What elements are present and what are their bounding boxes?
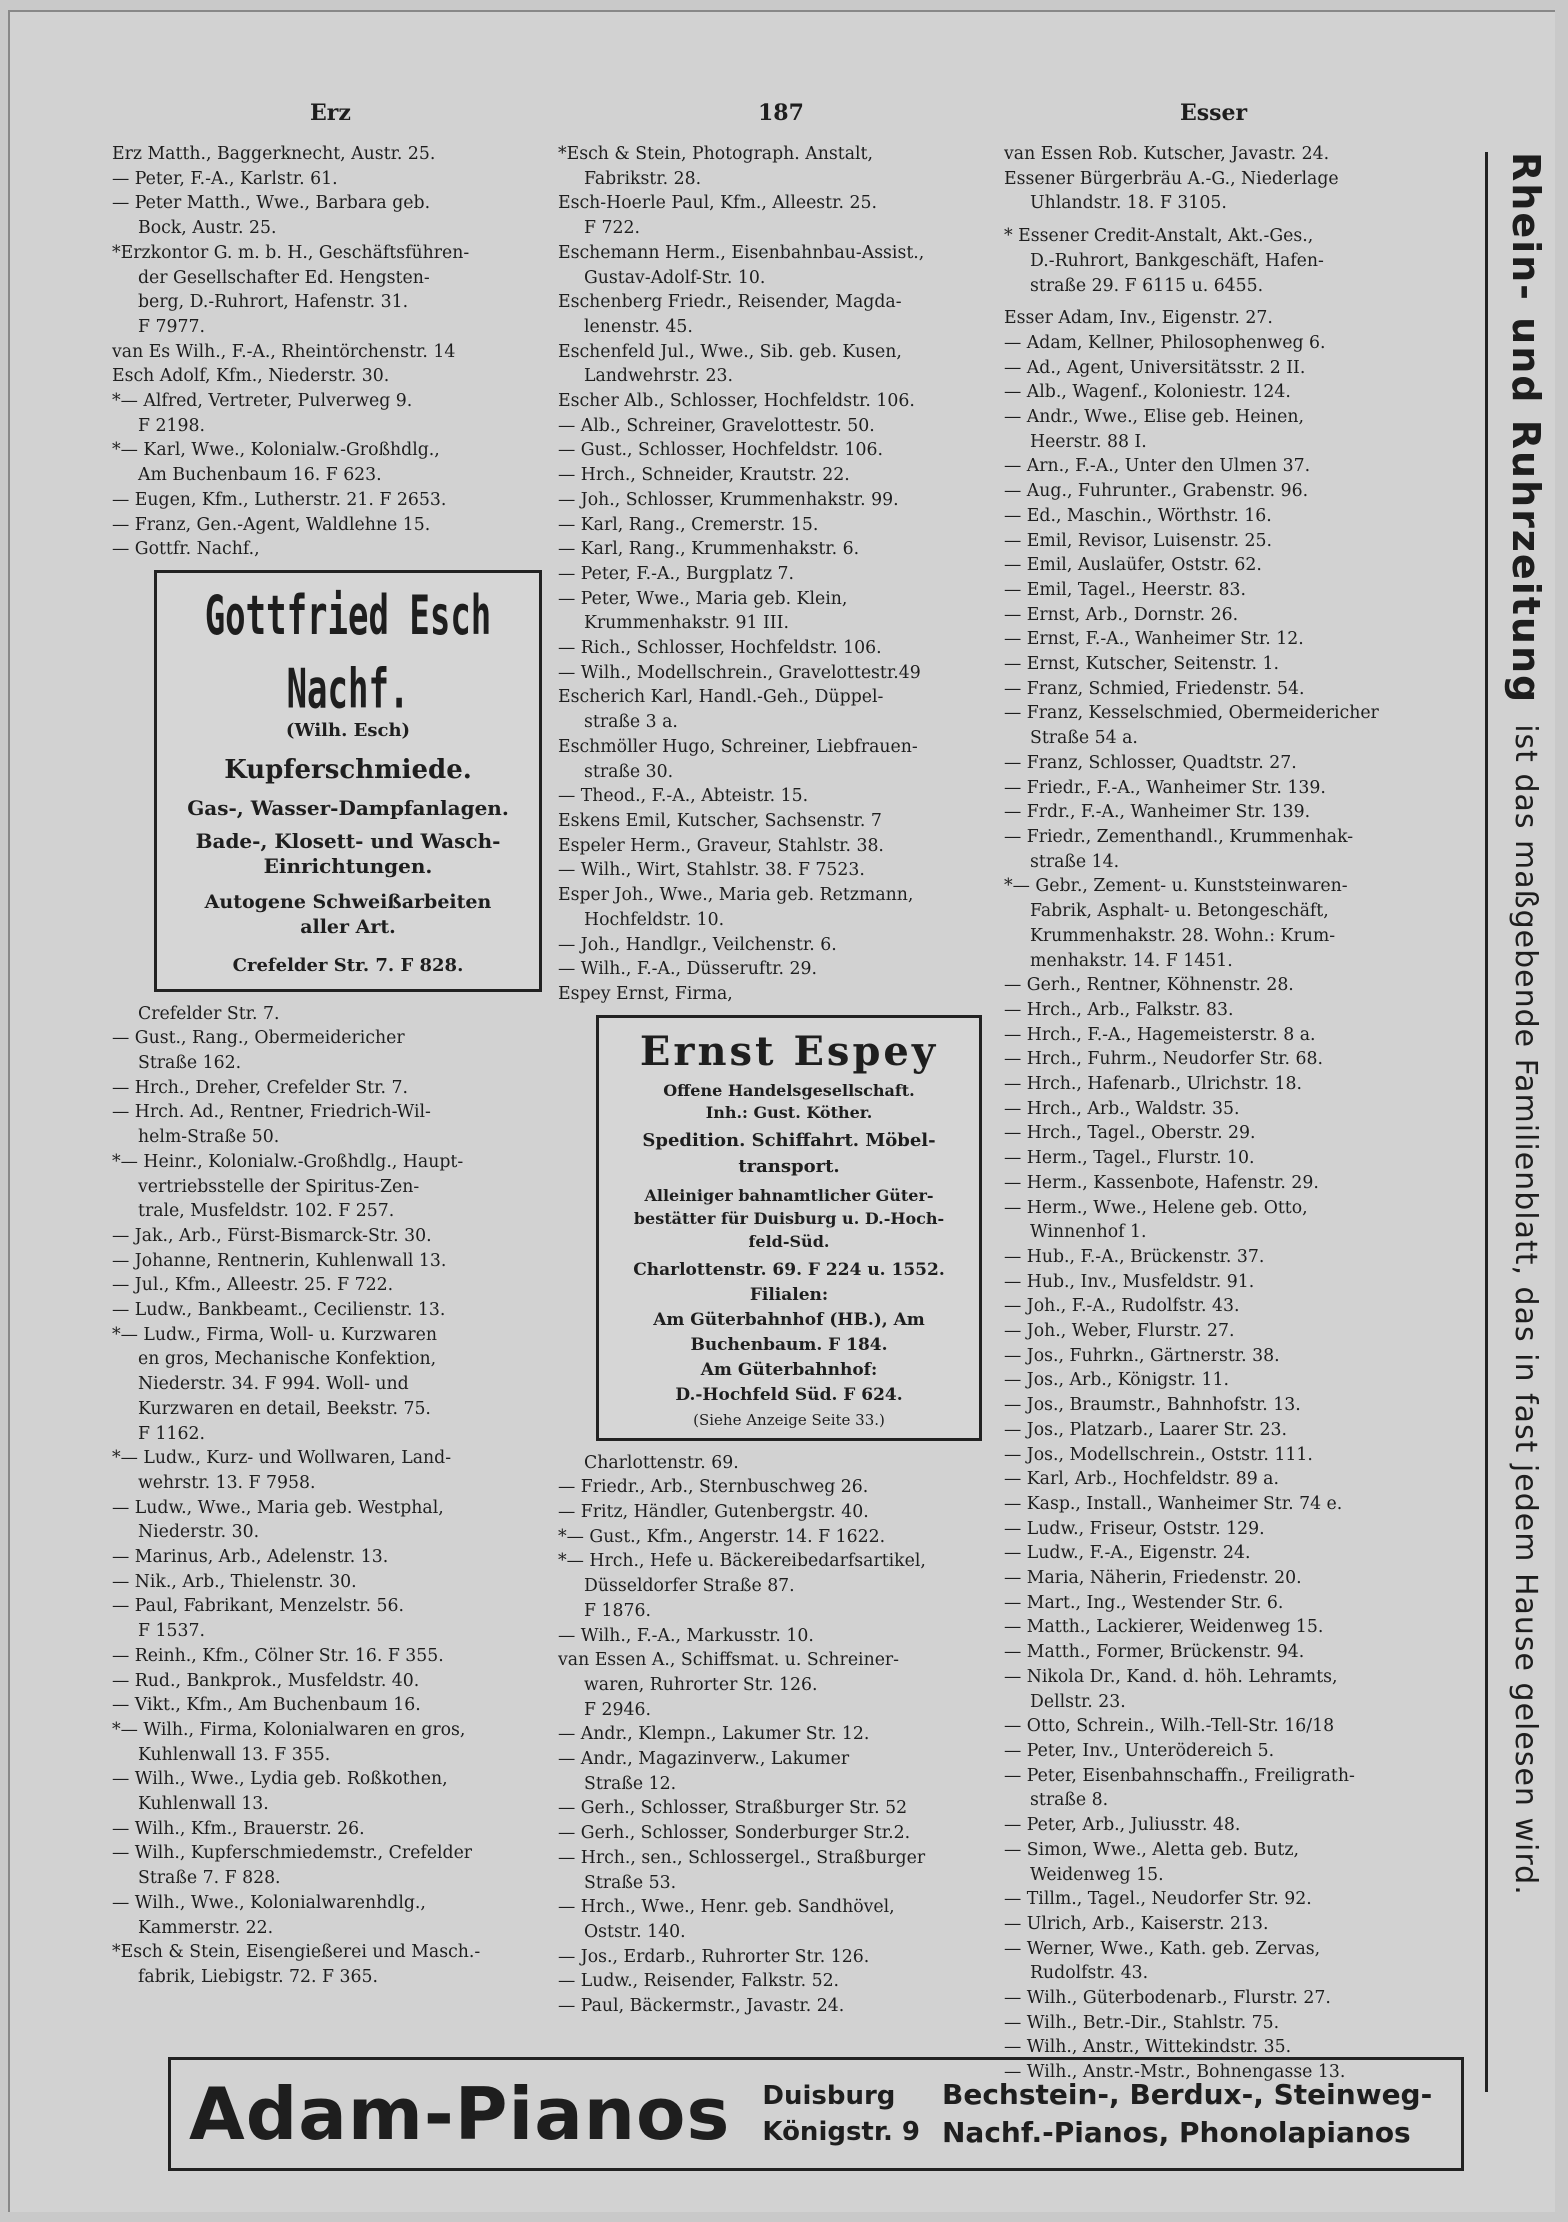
ad-espey-l1: Offene Handelsgesellschaft. xyxy=(663,1080,915,1100)
directory-entry: straße 3 a. xyxy=(584,712,678,733)
directory-entry: — Herm., Wwe., Helene geb. Otto, xyxy=(1004,1197,1308,1218)
directory-entry: — Jos., Arb., Königstr. 11. xyxy=(1004,1370,1229,1391)
directory-entry: — Andr., Wwe., Elise geb. Heinen, xyxy=(1004,407,1304,428)
directory-entry: Esper Joh., Wwe., Maria geb. Retzmann, xyxy=(558,885,914,906)
directory-entry: Espeler Herm., Graveur, Stahlstr. 38. xyxy=(558,835,884,856)
directory-entry: F 2946. xyxy=(584,1699,651,1720)
directory-entry: — Hrch., Tagel., Oberstr. 29. xyxy=(1004,1123,1256,1144)
directory-entry: — Hrch., Hafenarb., Ulrichstr. 18. xyxy=(1004,1074,1302,1095)
side-banner-title: Rhein- und Ruhrzeitung xyxy=(1504,152,1548,705)
directory-entry: — Hrch. Ad., Rentner, Friedrich-Wil- xyxy=(112,1102,431,1123)
directory-entry: — Wilh., Modellschrein., Gravelottestr.49 xyxy=(558,662,921,683)
directory-entry: Eschmöller Hugo, Schreiner, Liebfrauen- xyxy=(558,736,918,757)
directory-entry: — Karl, Rang., Cremerstr. 15. xyxy=(558,514,819,535)
directory-entry: Straße 54 a. xyxy=(1030,728,1138,749)
directory-entry: Niederstr. 30. xyxy=(138,1522,260,1543)
directory-entry: — Rich., Schlosser, Hochfeldstr. 106. xyxy=(558,638,882,659)
directory-entry: — Joh., Schlosser, Krummenhakstr. 99. xyxy=(558,489,899,510)
ad-esch-address: Crefelder Str. 7. F 828. xyxy=(232,954,464,976)
directory-entry: — Wilh., Wwe., Lydia geb. Roßkothen, xyxy=(112,1769,448,1790)
directory-entry: trale, Musfeldstr. 102. F 257. xyxy=(138,1201,395,1222)
directory-entry: fabrik, Liebigstr. 72. F 365. xyxy=(138,1967,378,1987)
directory-entry: — Wilh., Kupferschmiedemstr., Crefelder xyxy=(112,1843,473,1864)
directory-entry: — Karl, Arb., Hochfeldstr. 89 a. xyxy=(1004,1469,1279,1490)
directory-entry: helm-Straße 50. xyxy=(138,1127,280,1148)
directory-entry: Rudolfstr. 43. xyxy=(1030,1963,1149,1984)
directory-entry: lenenstr. 45. xyxy=(584,316,693,337)
directory-entry: Straße 53. xyxy=(584,1872,677,1893)
directory-entry: — Friedr., F.-A., Wanheimer Str. 139. xyxy=(1004,777,1326,798)
col1-entries-bottom xyxy=(112,1002,552,1990)
directory-entry: straße 29. F 6115 u. 6455. xyxy=(1030,275,1264,296)
directory-entry: Eschenfeld Jul., Wwe., Sib. geb. Kusen, xyxy=(558,341,902,362)
ad-espey-l11: Buchenbaum. F 184. xyxy=(690,1334,888,1355)
directory-entry: — Karl, Rang., Krummenhakstr. 6. xyxy=(558,539,860,560)
ad-espey-l8: Charlottenstr. 69. F 224 u. 1552. xyxy=(633,1259,945,1280)
directory-entry: — Peter, Wwe., Maria geb. Klein, xyxy=(558,588,848,609)
ad-espey-l4: transport. xyxy=(738,1155,840,1177)
ad-esch-line2: Bade-, Klosett- und Wasch- xyxy=(195,829,501,854)
ad-esch-line4: Autogene Schweißarbeiten xyxy=(204,891,492,914)
directory-entry: — Ed., Maschin., Wörthstr. 16. xyxy=(1004,505,1272,526)
directory-entry: — Ernst, F.-A., Wanheimer Str. 12. xyxy=(1004,629,1304,650)
directory-entry xyxy=(1004,298,1474,306)
directory-entry: — Herm., Tagel., Flurstr. 10. xyxy=(1004,1148,1255,1169)
directory-entry: — Gerh., Schlosser, Straßburger Str. 52 xyxy=(558,1798,908,1819)
ad-espey-l6: bestätter für Duisburg u. D.-Hoch- xyxy=(633,1208,945,1228)
directory-entry: — Simon, Wwe., Aletta geb. Butz, xyxy=(1004,1839,1299,1860)
directory-entry: — Paul, Fabrikant, Menzelstr. 56. xyxy=(112,1596,404,1617)
directory-entry: — Wilh., Anstr.-Mstr., Bohnengasse 13. xyxy=(1004,2062,1346,2083)
directory-entry: Charlottenstr. 69. xyxy=(584,1452,739,1473)
ad-espey-l14: (Siehe Anzeige Seite 33.) xyxy=(693,1410,885,1429)
ad-ernst-espey xyxy=(596,1015,982,1441)
side-banner-text xyxy=(1496,152,1556,2092)
directory-entry: — Gottfr. Nachf., xyxy=(112,539,260,560)
directory-entry: — Wilh., Wwe., Kolonialwarenhdlg., xyxy=(112,1892,426,1913)
directory-entry: — Peter, F.-A., Burgplatz 7. xyxy=(558,563,795,584)
directory-entry: Esser Adam, Inv., Eigenstr. 27. xyxy=(1004,308,1273,329)
directory-entry: D.-Ruhrort, Bankgeschäft, Hafen- xyxy=(1030,250,1324,271)
directory-entry: * Essener Credit-Anstalt, Akt.-Ges., xyxy=(1004,226,1314,247)
directory-entry: — Emil, Auslaüfer, Oststr. 62. xyxy=(1004,555,1262,576)
directory-entry: Crefelder Str. 7. xyxy=(138,1003,280,1024)
directory-entry: — Paul, Bäckermstr., Javastr. 24. xyxy=(558,1996,845,2017)
directory-entry: — Franz, Kesselschmied, Obermeidericher xyxy=(1004,703,1379,724)
directory-entry: Kuhlenwall 13. xyxy=(138,1794,269,1815)
ad-pianos-city: Duisburg xyxy=(762,2081,896,2111)
ad-adam-pianos xyxy=(168,2057,1464,2171)
directory-entry: F 2198. xyxy=(138,415,205,436)
directory-entry: — Frdr., F.-A., Wanheimer Str. 139. xyxy=(1004,802,1311,823)
directory-entry: berg, D.-Ruhrort, Hafenstr. 31. xyxy=(138,292,409,313)
directory-entry: — Theod., F.-A., Abteistr. 15. xyxy=(558,786,809,807)
directory-entry: Straße 12. xyxy=(584,1773,677,1794)
ad-pianos-makers-1: Bechstein-, Berdux-, Steinweg- xyxy=(942,2078,1433,2111)
directory-entry: — Jul., Kfm., Alleestr. 25. F 722. xyxy=(112,1275,394,1296)
ad-esch-line3: Einrichtungen. xyxy=(263,853,433,878)
directory-entry: — Peter Matth., Wwe., Barbara geb. xyxy=(112,193,431,214)
directory-entry: Am Buchenbaum 16. F 623. xyxy=(138,465,382,486)
directory-entry: — Joh., Weber, Flurstr. 27. xyxy=(1004,1321,1235,1342)
column-2 xyxy=(558,142,998,2019)
directory-entry: Kuhlenwall 13. F 355. xyxy=(138,1744,331,1765)
side-banner-slogan: ist das maßgebende Familienblatt, das in fast jedem Hause gelesen wird. xyxy=(1508,724,1544,1896)
directory-entry: Hochfeldstr. 10. xyxy=(584,909,725,930)
directory-entry: — Ad., Agent, Universitätsstr. 2 II. xyxy=(1004,357,1306,378)
directory-entry: — Alb., Wagenf., Koloniestr. 124. xyxy=(1004,382,1291,403)
directory-page xyxy=(8,10,1555,2212)
directory-entry: — Jos., Erdarb., Ruhrorter Str. 126. xyxy=(558,1946,870,1967)
directory-entry: — Andr., Magazinverw., Lakumer xyxy=(558,1749,850,1770)
directory-entry: — Wilh., F.-A., Düsseruftr. 29. xyxy=(558,959,817,980)
directory-entry: — Tillm., Tagel., Neudorfer Str. 92. xyxy=(1004,1889,1312,1910)
directory-entry: Gustav-Adolf-Str. 10. xyxy=(584,267,766,288)
directory-entry: Dellstr. 23. xyxy=(1030,1691,1126,1712)
directory-entry: van Essen A., Schiffsmat. u. Schreiner- xyxy=(558,1650,900,1671)
directory-entry: Heerstr. 88 I. xyxy=(1030,431,1147,452)
directory-entry: der Gesellschafter Ed. Hengsten- xyxy=(138,267,430,288)
ad-esch-line1: Gas-, Wasser-Dampfanlagen. xyxy=(187,796,509,821)
ad-esch-line5: aller Art. xyxy=(300,916,396,939)
directory-entry: — Friedr., Arb., Sternbuschweg 26. xyxy=(558,1477,869,1498)
directory-entry: — Ulrich, Arb., Kaiserstr. 213. xyxy=(1004,1913,1269,1934)
directory-entry: *— Ludw., Kurz- und Wollwaren, Land- xyxy=(112,1448,452,1469)
directory-entry: — Hub., F.-A., Brückenstr. 37. xyxy=(1004,1246,1265,1267)
directory-entry: F 7977. xyxy=(138,316,205,337)
directory-entry: *— Ludw., Firma, Woll- u. Kurzwaren xyxy=(112,1324,437,1345)
ad-espey-l3: Spedition. Schiffahrt. Möbel- xyxy=(642,1129,936,1151)
directory-entry: Espey Ernst, Firma, xyxy=(558,983,733,1004)
directory-entry: — Joh., F.-A., Rudolfstr. 43. xyxy=(1004,1296,1240,1317)
side-banner xyxy=(1485,152,1548,2092)
ad-espey-l7: feld-Süd. xyxy=(748,1231,830,1251)
directory-entry: — Jos., Modellschrein., Oststr. 111. xyxy=(1004,1444,1313,1465)
ad-pianos-brand: Adam-Pianos xyxy=(189,2072,731,2156)
ad-espey-l2: Inh.: Gust. Köther. xyxy=(705,1102,873,1122)
col3-entries xyxy=(1004,142,1474,2085)
directory-entry: menhakstr. 14. F 1451. xyxy=(1030,950,1233,971)
directory-entry: *— Hrch., Hefe u. Bäckereibedarfsartikel, xyxy=(558,1551,926,1572)
directory-entry: Eschemann Herm., Eisenbahnbau-Assist., xyxy=(558,242,925,263)
directory-entry: *— Karl, Wwe., Kolonialw.-Großhdlg., xyxy=(112,440,440,461)
directory-entry: — Emil, Tagel., Heerstr. 83. xyxy=(1004,579,1247,600)
directory-entry: Eskens Emil, Kutscher, Sachsenstr. 7 xyxy=(558,810,882,831)
directory-entry: — Hrch., Arb., Falkstr. 83. xyxy=(1004,999,1234,1020)
directory-entry: — Joh., Handlgr., Veilchenstr. 6. xyxy=(558,934,837,955)
directory-entry: — Franz, Gen.-Agent, Waldlehne 15. xyxy=(112,514,431,535)
directory-entry: — Wilh., Kfm., Brauerstr. 26. xyxy=(112,1818,365,1839)
directory-entry: Uhlandstr. 18. F 3105. xyxy=(1030,193,1227,214)
ad-pianos-street: Königstr. 9 xyxy=(762,2117,920,2147)
directory-entry: Essener Bürgerbräu A.-G., Niederlage xyxy=(1004,168,1339,189)
directory-entry: — Arn., F.-A., Unter den Ulmen 37. xyxy=(1004,456,1311,477)
directory-entry: — Reinh., Kfm., Cölner Str. 16. F 355. xyxy=(112,1645,444,1666)
directory-entry: — Matth., Lackierer, Weidenweg 15. xyxy=(1004,1617,1324,1638)
directory-entry: straße 14. xyxy=(1030,851,1120,872)
directory-entry: — Mart., Ing., Westender Str. 6. xyxy=(1004,1592,1284,1613)
directory-entry: van Es Wilh., F.-A., Rheintörchenstr. 14 xyxy=(112,341,456,362)
directory-entry: — Aug., Fuhrunter., Grabenstr. 96. xyxy=(1004,481,1309,502)
directory-entry: Fabrik, Asphalt- u. Betongeschäft, xyxy=(1030,901,1329,922)
directory-entry: en gros, Mechanische Konfektion, xyxy=(138,1349,437,1370)
directory-entry: — Ludw., Wwe., Maria geb. Westphal, xyxy=(112,1497,444,1518)
ad-esch-owner: (Wilh. Esch) xyxy=(285,719,411,741)
ad-espey-l12: Am Güterbahnhof: xyxy=(700,1359,878,1380)
directory-entry: vertriebsstelle der Spiritus-Zen- xyxy=(138,1176,420,1197)
ad-espey-l13: D.-Hochfeld Süd. F 624. xyxy=(675,1384,903,1405)
directory-entry: F 1162. xyxy=(138,1423,205,1444)
directory-entry: Straße 162. xyxy=(138,1052,242,1073)
directory-entry: — Matth., Former, Brückenstr. 94. xyxy=(1004,1642,1305,1663)
directory-entry: straße 30. xyxy=(584,761,674,782)
directory-entry: waren, Ruhrorter Str. 126. xyxy=(584,1674,818,1695)
column-1 xyxy=(112,142,552,1990)
directory-entry: straße 8. xyxy=(1030,1790,1109,1811)
directory-entry: — Peter, F.-A., Karlstr. 61. xyxy=(112,168,338,189)
directory-entry: Oststr. 140. xyxy=(584,1921,686,1942)
directory-entry: Krummenhakstr. 28. Wohn.: Krum- xyxy=(1030,925,1336,946)
directory-entry: Niederstr. 34. F 994. Woll- und xyxy=(138,1374,409,1395)
directory-entry: — Vikt., Kfm., Am Buchenbaum 16. xyxy=(112,1695,421,1716)
ad-pianos-location xyxy=(748,2078,934,2150)
directory-entry: Weidenweg 15. xyxy=(1030,1864,1164,1885)
col1-entries-top xyxy=(112,142,552,562)
directory-entry: — Gerh., Rentner, Köhnenstr. 28. xyxy=(1004,975,1294,996)
ad-pianos-makers-2: Nachf.-Pianos, Phonolapianos xyxy=(942,2116,1411,2149)
header-left: Erz xyxy=(310,100,351,126)
directory-entry: — Hrch., sen., Schlossergel., Straßburger xyxy=(558,1847,926,1868)
directory-entry: — Ludw., F.-A., Eigenstr. 24. xyxy=(1004,1543,1251,1564)
directory-entry: Eschenberg Friedr., Reisender, Magda- xyxy=(558,292,902,313)
directory-entry: — Otto, Schrein., Wilh.-Tell-Str. 16/18 xyxy=(1004,1716,1335,1737)
directory-entry: — Johanne, Rentnerin, Kuhlenwall 13. xyxy=(112,1250,447,1271)
directory-entry: — Marinus, Arb., Adelenstr. 13. xyxy=(112,1547,389,1568)
ad-espey-l10: Am Güterbahnhof (HB.), Am xyxy=(653,1309,925,1330)
directory-entry: *Esch & Stein, Eisengießerei und Masch.- xyxy=(112,1942,481,1963)
directory-entry: — Hrch., Fuhrm., Neudorfer Str. 68. xyxy=(1004,1049,1323,1070)
directory-entry: — Peter, Arb., Juliusstr. 48. xyxy=(1004,1815,1241,1836)
directory-entry: — Eugen, Kfm., Lutherstr. 21. F 2653. xyxy=(112,489,447,510)
directory-entry: van Essen Rob. Kutscher, Javastr. 24. xyxy=(1004,144,1330,164)
directory-entry: *— Wilh., Firma, Kolonialwaren en gros, xyxy=(112,1719,466,1740)
directory-entry: — Nik., Arb., Thielenstr. 30. xyxy=(112,1571,357,1592)
directory-entry: F 1876. xyxy=(584,1600,651,1621)
directory-entry: — Ludw., Bankbeamt., Cecilienstr. 13. xyxy=(112,1300,446,1321)
directory-entry: — Rud., Bankprok., Musfeldstr. 40. xyxy=(112,1670,420,1691)
directory-entry: — Gerh., Schlosser, Sonderburger Str.2. xyxy=(558,1823,911,1844)
directory-entry: — Andr., Klempn., Lakumer Str. 12. xyxy=(558,1724,870,1745)
directory-entry: Krummenhakstr. 91 III. xyxy=(584,613,789,634)
ad-pianos-makers xyxy=(934,2076,1432,2152)
directory-entry: Kurzwaren en detail, Beekstr. 75. xyxy=(138,1398,431,1419)
directory-entry: — Hrch., Schneider, Krautstr. 22. xyxy=(558,465,850,486)
directory-entry: *— Alfred, Vertreter, Pulverweg 9. xyxy=(112,391,413,412)
ad-espey-l9: Filialen: xyxy=(749,1284,829,1305)
directory-entry xyxy=(1004,216,1474,224)
directory-entry: — Herm., Kassenbote, Hafenstr. 29. xyxy=(1004,1172,1319,1193)
directory-entry: wehrstr. 13. F 7958. xyxy=(138,1472,316,1493)
directory-entry: — Hrch., Arb., Waldstr. 35. xyxy=(1004,1098,1240,1119)
directory-entry: — Adam, Kellner, Philosophenweg 6. xyxy=(1004,332,1326,353)
ad-espey-l5: Alleiniger bahnamtlicher Güter- xyxy=(644,1185,934,1205)
directory-entry: — Ludw., Friseur, Oststr. 129. xyxy=(1004,1518,1265,1539)
directory-entry: — Hrch., Dreher, Crefelder Str. 7. xyxy=(112,1077,408,1098)
directory-entry: *— Gebr., Zement- u. Kunststeinwaren- xyxy=(1004,876,1348,897)
directory-entry: — Ernst, Arb., Dornstr. 26. xyxy=(1004,604,1239,625)
directory-entry: — Wilh., Anstr., Wittekindstr. 35. xyxy=(1004,2037,1292,2058)
directory-entry: Erz Matth., Baggerknecht, Austr. 25. xyxy=(112,144,436,164)
ad-esch-trade: Kupferschmiede. xyxy=(224,754,472,785)
directory-entry: — Hub., Inv., Musfeldstr. 91. xyxy=(1004,1271,1255,1292)
directory-entry: — Fritz, Händler, Gutenbergstr. 40. xyxy=(558,1502,869,1523)
directory-entry: Esch-Hoerle Paul, Kfm., Alleestr. 25. xyxy=(558,193,877,214)
directory-entry: Kammerstr. 22. xyxy=(138,1917,274,1938)
ad-gottfried-esch xyxy=(154,570,542,992)
directory-entry: — Alb., Schreiner, Gravelottestr. 50. xyxy=(558,415,875,436)
directory-entry: Bock, Austr. 25. xyxy=(138,218,277,239)
directory-entry: *Erzkontor G. m. b. H., Geschäftsführen- xyxy=(112,242,470,263)
directory-entry: — Jak., Arb., Fürst-Bismarck-Str. 30. xyxy=(112,1225,432,1246)
directory-entry: Düsseldorfer Straße 87. xyxy=(584,1576,795,1597)
directory-entry: — Peter, Eisenbahnschaffn., Freiligrath- xyxy=(1004,1765,1355,1786)
directory-entry: — Maria, Näherin, Friedenstr. 20. xyxy=(1004,1568,1302,1589)
directory-entry: *— Gust., Kfm., Angerstr. 14. F 1622. xyxy=(558,1526,886,1547)
directory-entry: — Gust., Schlosser, Hochfeldstr. 106. xyxy=(558,440,884,461)
directory-entry: Winnenhof 1. xyxy=(1030,1222,1147,1243)
directory-entry: — Wilh., F.-A., Markusstr. 10. xyxy=(558,1625,814,1646)
directory-entry: — Nikola Dr., Kand. d. höh. Lehramts, xyxy=(1004,1666,1338,1687)
directory-entry: — Emil, Revisor, Luisenstr. 25. xyxy=(1004,530,1272,551)
directory-entry: Escher Alb., Schlosser, Hochfeldstr. 106. xyxy=(558,391,915,412)
directory-entry: Escherich Karl, Handl.-Geh., Düppel- xyxy=(558,687,884,708)
page-number: 187 xyxy=(758,100,804,126)
col2-entries-bottom xyxy=(558,1451,998,2019)
directory-entry: — Franz, Schmied, Friedenstr. 54. xyxy=(1004,678,1305,699)
directory-entry: F 722. xyxy=(584,218,640,239)
directory-entry: — Hrch., F.-A., Hagemeisterstr. 8 a. xyxy=(1004,1024,1316,1045)
directory-entry: — Wilh., Wirt, Stahlstr. 38. F 7523. xyxy=(558,860,865,881)
directory-entry: *— Heinr., Kolonialw.-Großhdlg., Haupt- xyxy=(112,1151,464,1172)
directory-entry: — Peter, Inv., Unterödereich 5. xyxy=(1004,1741,1275,1761)
directory-entry: — Franz, Schlosser, Quadtstr. 27. xyxy=(1004,752,1297,773)
directory-entry: — Kasp., Install., Wanheimer Str. 74 e. xyxy=(1004,1493,1343,1514)
header-right: Esser xyxy=(1180,100,1248,126)
directory-entry: Straße 7. F 828. xyxy=(138,1868,281,1889)
column-3 xyxy=(1004,142,1474,2085)
directory-entry: Esch Adolf, Kfm., Niederstr. 30. xyxy=(112,366,390,387)
directory-entry: Fabrikstr. 28. xyxy=(584,168,702,189)
directory-entry: — Werner, Wwe., Kath. geb. Zervas, xyxy=(1004,1938,1321,1959)
ad-espey-name: Ernst Espey xyxy=(639,1027,939,1075)
directory-entry: — Ludw., Reisender, Falkstr. 52. xyxy=(558,1971,840,1992)
directory-entry: — Wilh., Betr.-Dir., Stahlstr. 75. xyxy=(1004,2012,1280,2033)
col2-entries-top xyxy=(558,142,998,1007)
directory-entry: Landwehrstr. 23. xyxy=(584,366,734,387)
directory-entry: — Ernst, Kutscher, Seitenstr. 1. xyxy=(1004,654,1279,675)
ad-esch-name: Gottfried Esch Nachf. xyxy=(204,584,492,722)
directory-entry: — Jos., Platzarb., Laarer Str. 23. xyxy=(1004,1419,1288,1440)
directory-entry: — Jos., Fuhrkn., Gärtnerstr. 38. xyxy=(1004,1345,1280,1366)
directory-entry: — Wilh., Güterbodenarb., Flurstr. 27. xyxy=(1004,1988,1331,2009)
directory-entry: — Jos., Braumstr., Bahnhofstr. 13. xyxy=(1004,1395,1301,1416)
directory-entry: *Esch & Stein, Photograph. Anstalt, xyxy=(558,144,873,164)
directory-entry: F 1537. xyxy=(138,1621,205,1642)
directory-entry: — Gust., Rang., Obermeidericher xyxy=(112,1028,405,1049)
directory-entry: — Friedr., Zementhandl., Krummenhak- xyxy=(1004,826,1354,847)
directory-entry: — Hrch., Wwe., Henr. geb. Sandhövel, xyxy=(558,1897,895,1918)
